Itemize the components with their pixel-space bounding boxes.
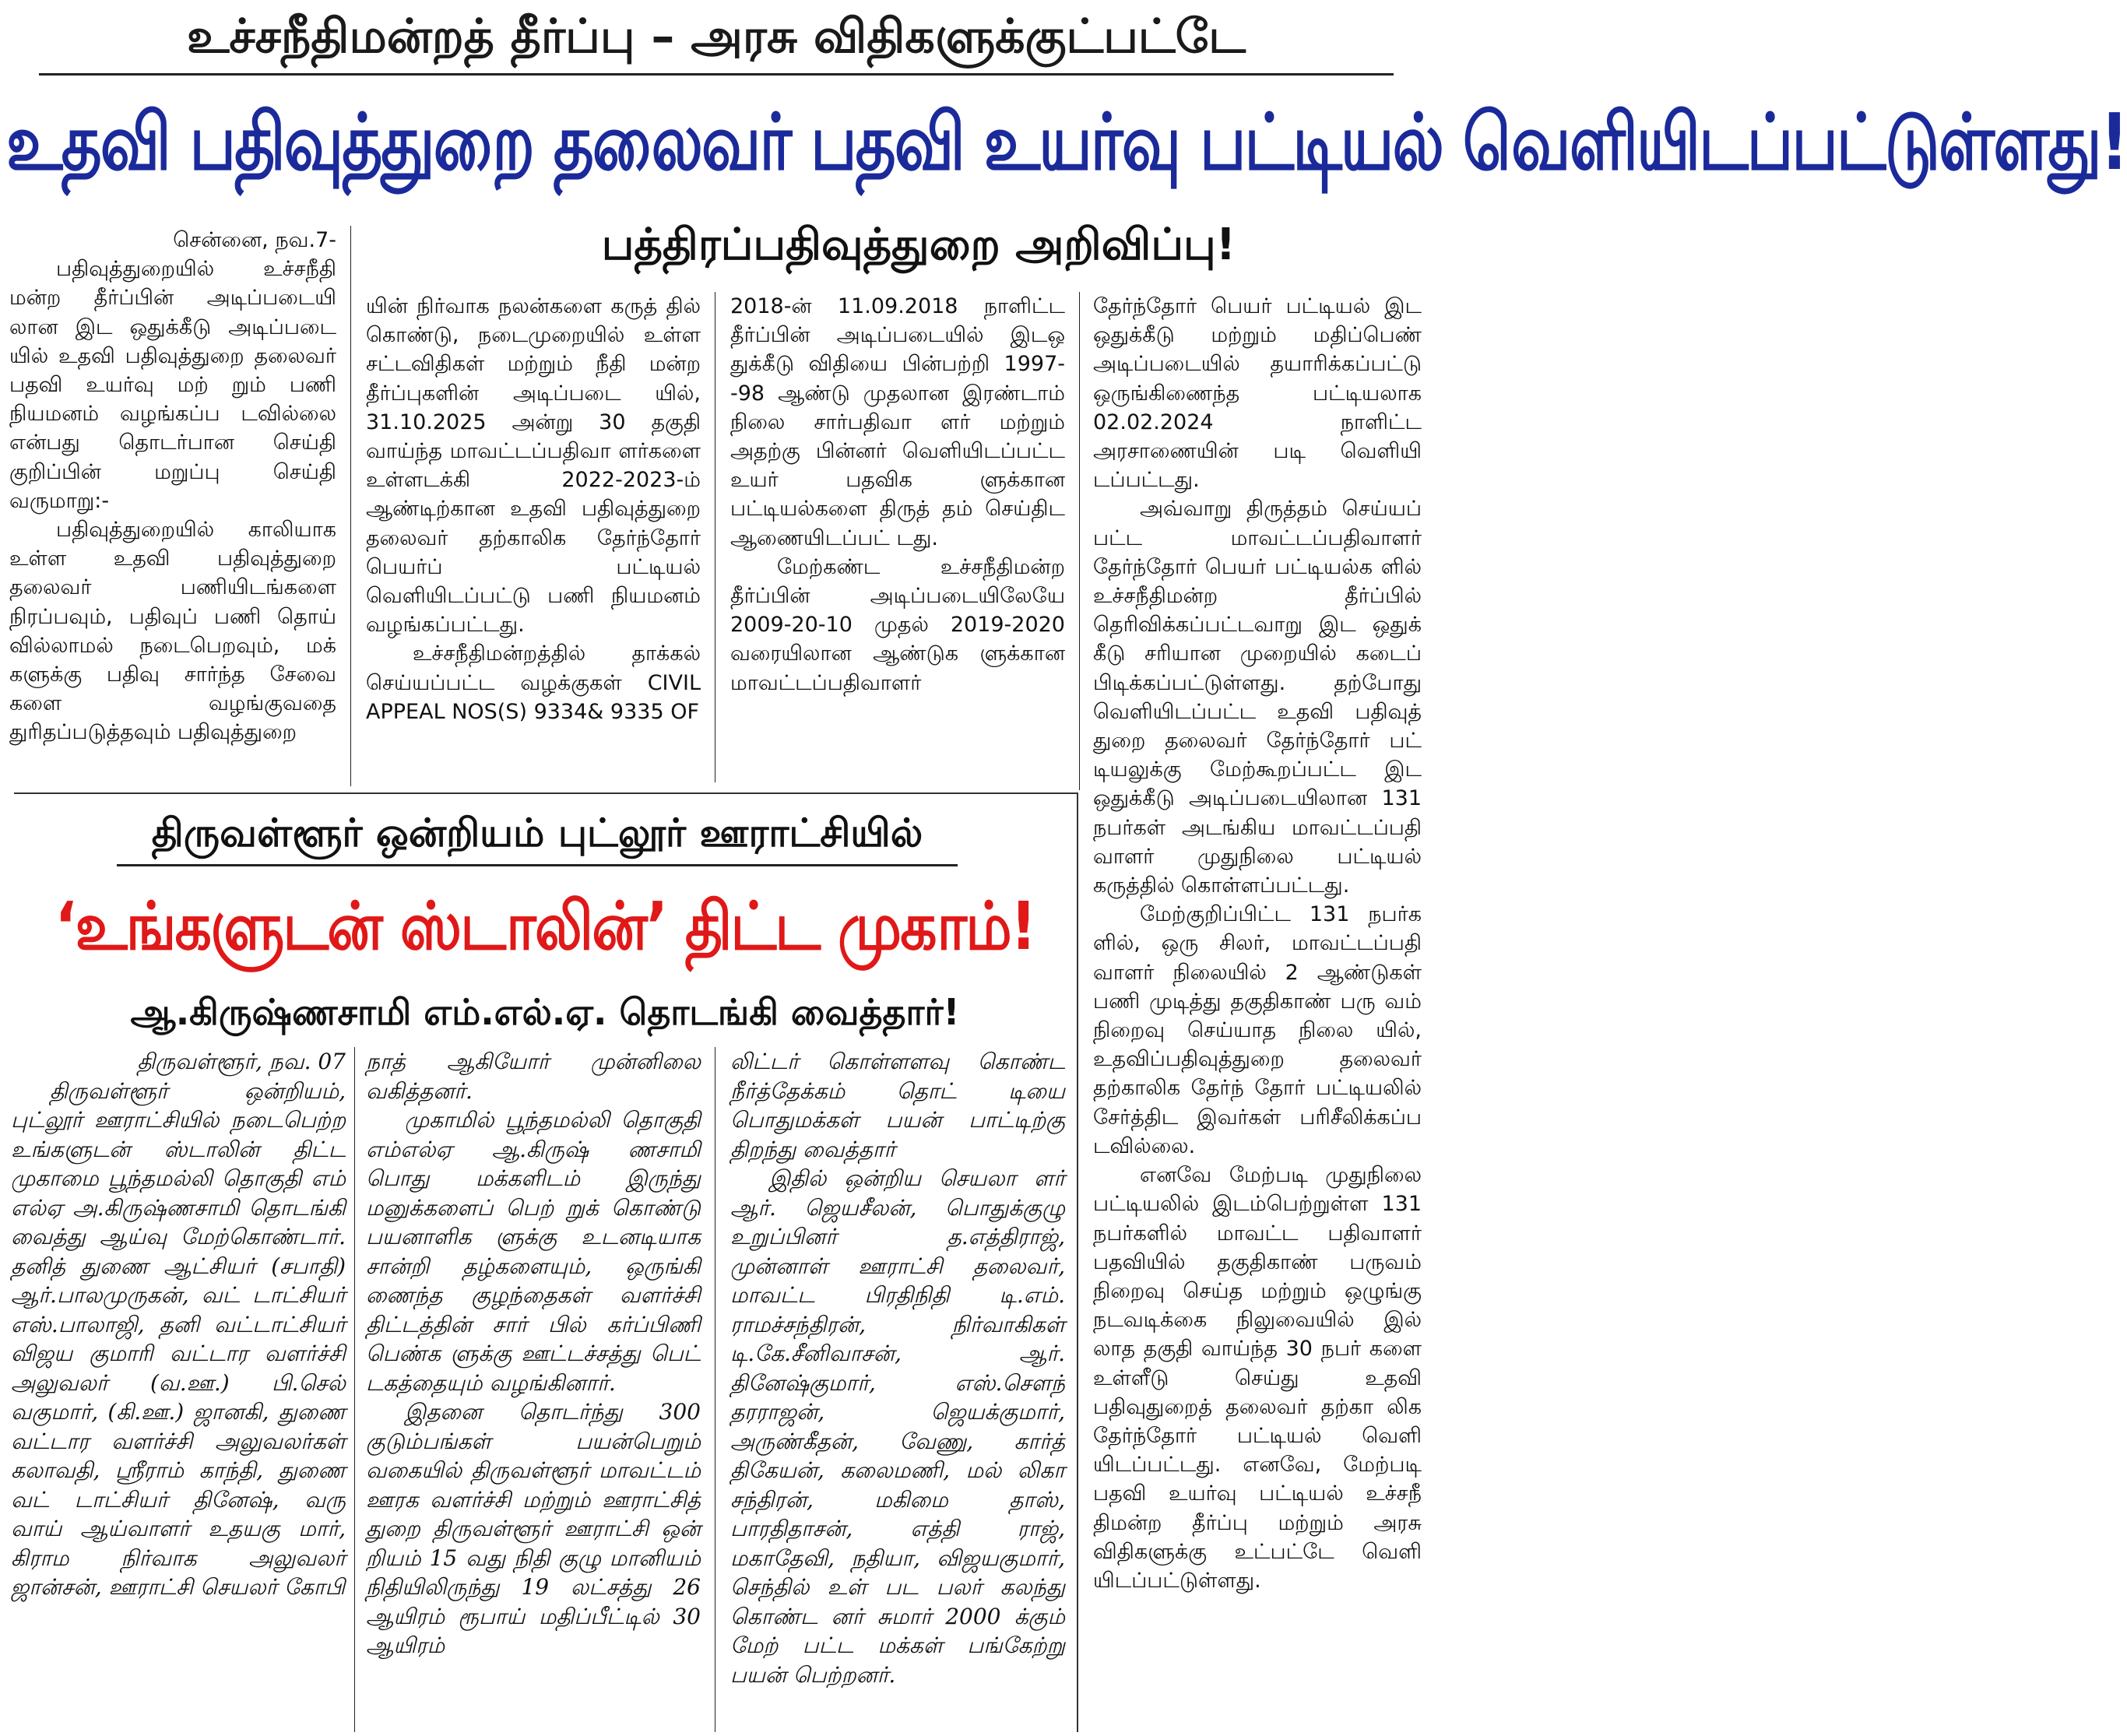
paragraph: பதிவுத்துறையில் உச்சநீதி மன்ற தீர்ப்பின் அடிப்படையி லான இட ஒதுக்கீடு அடிப்படை யில் உதவி பதிவுத்துறை தலைவர் பதவி உயர்வு மற் றும் பணி நியமனம் வழங்கப்ப டவில்லை என்பது தொடர்பான செய்தி குறிப்பின் மறுப்பு செய்தி வருமாறு:-: [9, 257, 336, 513]
paragraph: லிட்டர் கொள்ளளவு கொண்ட நீர்த்தேக்கம் தொட் டியை பொதுமக்கள் பயன் பாட்டிற்கு திறந்து வைத்தார்: [730, 1049, 1065, 1162]
paragraph: மேற்குறிப்பிட்ட 131 நபர்க ளில், ஒரு சிலர், மாவட்டப்பதி வாளர் நிலையில் 2 ஆண்டுகள் பணி முடித்து தகுதிகாண் பரு வம் நிறைவு செய்யாத நிலை யில், உதவிப்பதிவுத்துறை தலைவர் தற்காலிக தேர்ந் தோர் பட்டியலில் சேர்த்திட இவர்கள் பரிசீலிக்கப்ப டவில்லை.: [1093, 902, 1422, 1158]
paragraph: இதில் ஒன்றிய செயலா ளர் ஆர். ஜெயசீலன், பொதுக்குழு உறுப்பினர் த.எத்திராஜ், முன்னாள் ஊராட்சி தலைவர், மாவட்ட பிரதிநிதி டி.எம். ராமச்சந்திரன், நிர்வாகிகள் டி.கே.சீனிவாசன், ஆர். தினேஷ்குமார், எஸ்.சௌந் தரராஜன், ஜெயக்குமார், அருண்கீதன், வேணு, கார்த் திகேயன், கலைமணி, மல் லிகா சந்திரன், மகிமை தாஸ், பாரதிதாசன், எத்தி ராஜ், மகாதேவி, நதியா, விஜயகுமார், செந்தில் உள் பட பலர் கலந்து கொண்ட னர் சுமார் 2000 க்கும் மேற் பட்ட மக்கள் பங்கேற்று பயன் பெற்றனர்.: [730, 1165, 1065, 1688]
dateline: சென்னை, நவ.7-: [173, 228, 336, 252]
paragraph: இதனை தொடர்ந்து 300 குடும்பங்கள் பயன்பெறும் வகையில் திருவள்ளூர் மாவட்டம் ஊரக வளர்ச்சி மற்றும் ஊராட்சித் துறை திருவள்ளூர் ஊராட்சி ஒன் றியம் 15 வது நிதி குழு மானியம் நிதியிலிருந்து 19 லட்சத்து 26 ஆயிரம் ரூபாய் மதிப்பீட்டில் 30 ஆயிரம்: [366, 1399, 701, 1658]
paragraph: எனவே மேற்படி முதுநிலை பட்டியலில் இடம்பெற்றுள்ள 131 நபர்களில் மாவட்ட பதிவாளர் பதவியில் தகுதிகாண் பருவம் நிறைவு செய்த மற்றும் ஒழுங்கு நடவடிக்கை நிலுவையில் இல் லாத தகுதி வாய்ந்த 30 நபர் களை உள்ளீடு செய்து உதவி பதிவுதுறைத் தலைவர் தற்கா லிக தேர்ந்தோர் பட்டியல் வெளி யிடப்பட்டது. எனவே, மேற்படி பதவி உயர்வு பட்டியல் உச்சநீ திமன்ற தீர்ப்பு மற்றும் அரசு விதிகளுக்கு உட்பட்டே வெளி யிடப்பட்டுள்ளது.: [1093, 1163, 1422, 1593]
dateline: திருவள்ளூர், நவ. 07: [137, 1049, 346, 1074]
article2-subhead: ஆ.கிருஷ்ணசாமி எம்.எல்.ஏ. தொடங்கி வைத்தார்!: [130, 991, 960, 1033]
column-divider: [350, 226, 351, 786]
paragraph: 2018-ன் 11.09.2018 நாளிட்ட தீர்ப்பின் அடிப்படையில் இடஒ துக்கீடு விதியை பின்பற்றி 1997--98 ஆண்டு முதலான இரண்டாம் நிலை சார்பதிவா ளர் மற்றும் அதற்கு பின்னர் வெளியிடப்பட்ட உயர் பதவிக ளுக்கான பட்டியல்களை திருத் தம் செய்திட ஆணையிடப்பட் டது.: [730, 294, 1065, 550]
article2-kicker: திருவள்ளூர் ஒன்றியம் புட்லூர் ஊராட்சியில்: [151, 810, 923, 856]
paragraph: உச்சநீதிமன்றத்தில் தாக்கல் செய்யப்பட்ட வழக்குகள் CIVIL APPEAL NOS(S) 9334& 9335 OF: [366, 641, 701, 724]
article1-column-2: [366, 292, 701, 778]
paragraph: தேர்ந்தோர் பெயர் பட்டியல் இட ஒதுக்கீடு மற்றும் மதிப்பெண் அடிப்படையில் தயாரிக்கப்பட்டு ஒருங்கிணைந்த பட்டியலாக 02.02.2024 நாளிட்ட அரசாணையின் படி வெளியி டப்பட்டது.: [1093, 294, 1422, 493]
paragraph: யின் நிர்வாக நலன்களை கருத் தில் கொண்டு, நடைமுறையில் உள்ள சட்டவிதிகள் மற்றும் நீதி மன்ற தீர்ப்புகளின் அடிப்படை யில், 31.10.2025 அன்று 30 தகுதி வாய்ந்த மாவட்டப்பதிவா ளர்களை உள்ளடக்கி 2022-2023-ம் ஆண்டிற்கான உதவி பதிவுத்துறை தலைவர் தற்காலிக தேர்ந்தோர் பெயர்ப் பட்டியல் வெளியிடப்பட்டு பணி நியமனம் வழங்கப்பட்டது.: [366, 294, 701, 638]
paragraph: திருவள்ளூர் ஒன்றியம், புட்லூர் ஊராட்சியில் நடைபெற்ற உங்களுடன் ஸ்டாலின் திட்ட முகாமை பூந்தமல்லி தொகுதி எம் எல்ஏ அ.கிருஷ்ணசாமி தொடங்கி வைத்து ஆய்வு மேற்கொண்டார். தனித் துணை ஆட்சியர் (சபாதி) ஆர்.பாலமுருகன், வட் டாட்சியர் எஸ்.பாலாஜி, தனி வட்டாட்சியர் விஜய குமாரி வட்டார வளர்ச்சி அலுவலர் (வ.ஊ.) பி.செல் வகுமார், (கி.ஊ.) ஜானகி, துணை வட்டார வளர்ச்சி அலுவலர்கள் கலாவதி, ஸ்ரீராம் காந்தி, துணை வட் டாட்சியர் தினேஷ், வரு வாய் ஆய்வாளர் உதயகு மார், கிராம நிர்வாக அலுவலர் ஜான்சன், ஊராட்சி செயலர் கோபி: [11, 1077, 346, 1600]
article2-headline: ‘உங்களுடன் ஸ்டாலின்’ திட்ட முகாம்!: [54, 887, 1035, 965]
paragraph: மேற்கண்ட உச்சநீதிமன்ற தீர்ப்பின் அடிப்படையிலேயே 2009-20-10 முதல் 2019-2020 வரையிலான ஆண்டுக ளுக்கான மாவட்டப்பதிவாளர்: [730, 554, 1065, 695]
article2-column-2: [366, 1047, 701, 1732]
column-divider: [354, 1047, 355, 1732]
column-divider: [1079, 292, 1080, 790]
article2-column-1: [11, 1047, 346, 1732]
paragraph: முகாமில் பூந்தமல்லி தொகுதி எம்எல்ஏ ஆ.கிருஷ் ணசாமி பொது மக்களிடம் இருந்து மனுக்களைப் பெற் றுக் கொண்டு பயனாளிக ளுக்கு உடனடியாக சான்றி தழ்களையும், ஒருங்கி ணைந்த குழந்தைகள் வளர்ச்சி திட்டத்தின் சார் பில் கர்ப்பிணி பெண்க ளுக்கு ஊட்டச்சத்து பெட் டகத்தையும் வழங்கினார்.: [366, 1107, 701, 1396]
article1-column-4: [1093, 292, 1422, 1732]
main-headline: உதவி பதிவுத்துறை தலைவர் பதவி உயர்வு பட்டியல் வெளியிடப்பட்டுள்ளது!: [6, 97, 2127, 188]
article2-kicker-rule: [117, 864, 958, 866]
article2-column-3: [730, 1047, 1065, 1732]
article1-subhead: பத்திரப்பதிவுத்துறை அறிவிப்பு!: [601, 220, 1236, 270]
article1-column-3: [730, 292, 1065, 778]
paragraph: பதிவுத்துறையில் காலியாக உள்ள உதவி பதிவுத்துறை தலைவர் பணியிடங்களை நிரப்பவும், பதிவுப் பணி தொய் வில்லாமல் நடைபெறவும், மக் களுக்கு பதிவு சார்ந்த சேவை களை வழங்குவதை துரிதப்படுத்தவும் பதிவுத்துறை: [9, 518, 336, 745]
paragraph: அவ்வாறு திருத்தம் செய்யப் பட்ட மாவட்டப்பதிவாளர் தேர்ந்தோர் பெயர் பட்டியல்க ளில் உச்சநீதிமன்ற தீர்ப்பில் தெரிவிக்கப்பட்டவாறு இட ஒதுக் கீடு சரியான முறையில் கடைப் பிடிக்கப்பட்டுள்ளது. தற்போது வெளியிடப்பட்ட உதவி பதிவுத் துறை தலைவர் தேர்ந்தோர் பட் டியலுக்கு மேற்கூறப்பட்ட இட ஒதுக்கீடு அடிப்படையிலான 131 நபர்கள் அடங்கிய மாவட்டப்பதி வாளர் முதுநிலை பட்டியல் கருத்தில் கொள்ளப்பட்டது.: [1093, 497, 1422, 898]
kicker-headline: உச்சநீதிமன்றத் தீர்ப்பு – அரசு விதிகளுக்குட்பட்டே: [186, 9, 1246, 64]
paragraph: நாத் ஆகியோர் முன்னிலை வகித்தனர்.: [366, 1049, 701, 1104]
article1-column-1: [9, 226, 336, 786]
